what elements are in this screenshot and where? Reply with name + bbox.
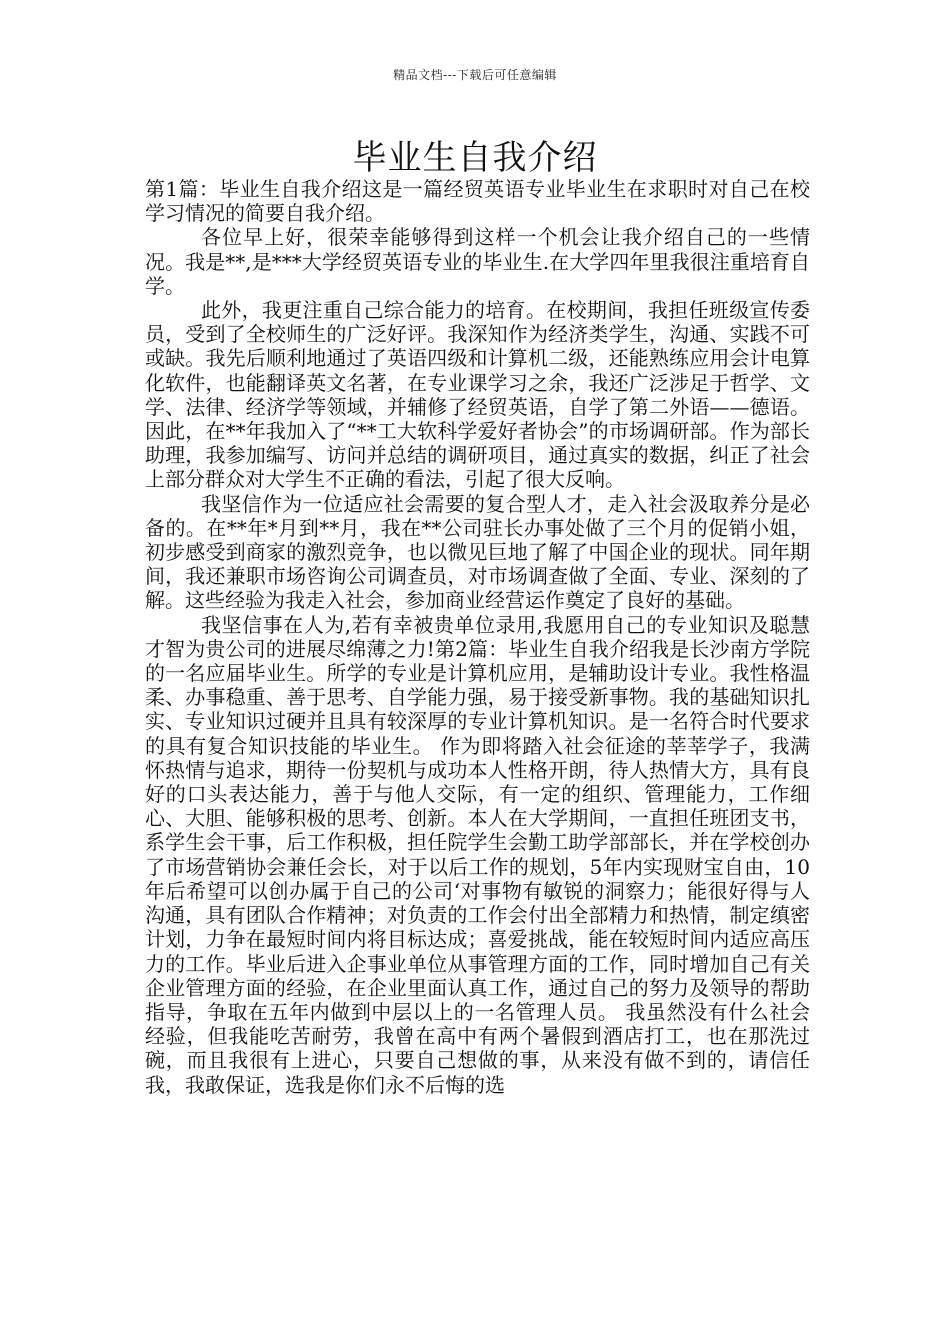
document-title: 毕业生自我介绍 — [352, 138, 598, 178]
paragraph-intro: 第1篇：毕业生自我介绍这是一篇经贸英语专业毕业生在求职时对自己在校学习情况的简要自我介绍。 — [145, 177, 810, 226]
document-body — [145, 177, 810, 1097]
paragraph-abilities: 此外，我更注重自己综合能力的培育。在校期间，我担任班级宣传委员，受到了全校师生的广泛好评。我深知作为经济类学生，沟通、实践不可或缺。我先后顺利地通过了英语四级和计算机二级，还能熟练应用会计电算化软件，也能翻译英文名著，在专业课学习之余，我还广泛涉足于哲学、文学、法律、经济学等领域，并辅修了经贸英语，自学了第二外语——德语。因此，在**年我加入了“**工大软科学爱好者协会”的市场调研部。作为部长助理，我参加编写、访问并总结的调研项目，通过真实的数据，纠正了社会上部分群众对大学生不正确的看法，引起了很大反响。 — [145, 298, 810, 492]
paragraph-closing-and-part2: 我坚信事在人为,若有幸被贵单位录用,我愿用自己的专业知识及聪慧才智为贵公司的进展尽绵薄之力!第2篇：毕业生自我介绍我是长沙南方学院的一名应届毕业生。所学的专业是计算机应用，是辅助设计专业。我性格温柔、办事稳重、善于思考、自学能力强，易于接受新事物。我的基础知识扎实、专业知识过硬并且具有较深厚的专业计算机知识。是一名符合时代要求的具有复合知识技能的毕业生。 作为即将踏入社会征途的莘莘学子，我满怀热情与追求，期待一份契机与成功本人性格开朗，待人热情大方，具有良好的口头表达能力，善于与他人交际，有一定的组织、管理能力，工作细心、大胆、能够积极的思考、创新。本人在大学期间，一直担任班团支书，系学生会干事，后工作积极，担任院学生会勤工助学部部长，并在学校创办了市场营销协会兼任会长，对于以后工作的规划，5年内实现财宝自由，10年后希望可以创办属于自己的公司‘对事物有敏锐的洞察力；能很好得与人沟通，具有团队合作精神；对负责的工作会付出全部精力和热情，制定缜密计划，力争在最短时间内将目标达成；喜爱挑战，能在较短时间内适应高压力的工作。毕业后进入企事业单位从事管理方面的工作，同时增加自己有关企业管理方面的经验，在企业里面认真工作，通过自己的努力及领导的帮助指导，争取在五年内做到中层以上的一名管理人员。 我虽然没有什么社会经验，但我能吃苦耐劳，我曾在高中有两个暑假到酒店打工，也在那洗过碗，而且我很有上进心，只要自己想做的事，从来没有做不到的，请信任我，我敢保证，选我是你们永不后悔的选 — [145, 612, 810, 1097]
paragraph-experience: 我坚信作为一位适应社会需要的复合型人才，走入社会汲取养分是必备的。在**年*月到**月，我在**公司驻长办事处做了三个月的促销小姐，初步感受到商家的激烈竞争，也以微见巨地了解了中国企业的现状。同年期间，我还兼职市场咨询公司调查员，对市场调查做了全面、专业、深刻的了解。这些经验为我走入社会，参加商业经营运作奠定了良好的基础。 — [145, 491, 810, 613]
page-header: 精品文档---下载后可任意编辑 — [393, 68, 557, 82]
paragraph-greeting: 各位早上好，很荣幸能够得到这样一个机会让我介绍自己的一些情况。我是**,是***大学经贸英语专业的毕业生.在大学四年里我很注重培育自学。 — [145, 225, 810, 298]
